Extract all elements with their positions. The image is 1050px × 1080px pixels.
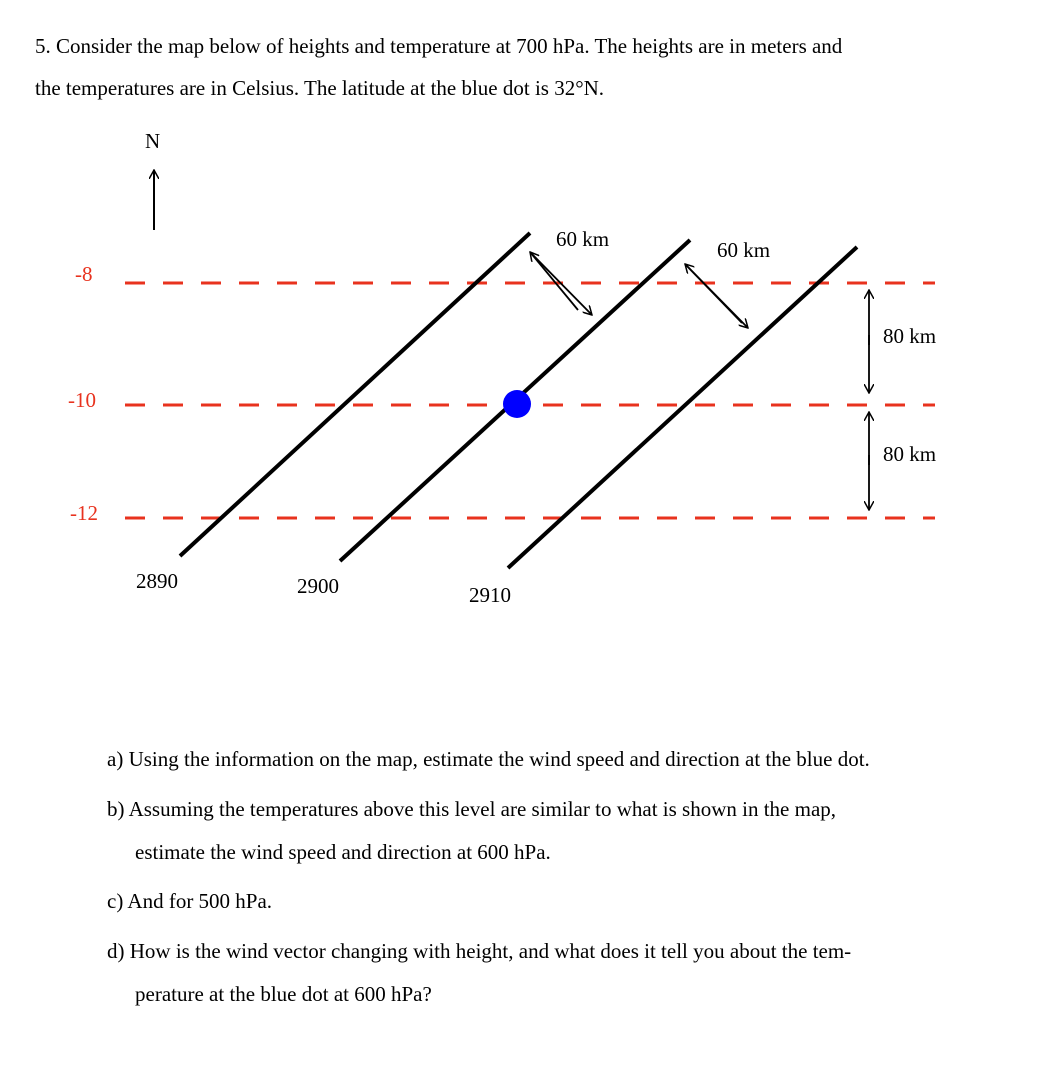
isotherm-spacing-label-1: 80 km: [883, 324, 937, 348]
part-a: a) Using the information on the map, estimate the wind speed and direction at the blue dot.: [107, 747, 870, 771]
isotherm-spacing-label-2: 80 km: [883, 442, 937, 466]
contour-spacing-arrow-1-tip-a: [530, 252, 578, 310]
height-contour-2910: [508, 247, 857, 568]
height-label-2910: 2910: [469, 583, 511, 607]
part-b-line-2: estimate the wind speed and direction at 600 hPa.: [135, 840, 551, 864]
isotherm-label-minus8: -8: [75, 262, 93, 286]
question-intro-line-1: 5. Consider the map below of heights and temperature at 700 hPa. The heights are in meters and: [35, 34, 843, 58]
question-intro-line-2: the temperatures are in Celsius. The latitude at the blue dot is 32°N.: [35, 76, 605, 100]
height-label-2890: 2890: [136, 569, 178, 593]
blue-dot: [503, 390, 531, 418]
contour-spacing-arrow-2-tip-b: [685, 264, 748, 328]
contour-spacing-label-2: 60 km: [717, 238, 771, 262]
part-d-line-1: d) How is the wind vector changing with height, and what does it tell you about the tem-: [107, 939, 852, 963]
isotherm-label-minus10: -10: [68, 388, 96, 412]
north-label: N: [145, 129, 161, 153]
part-c: c) And for 500 hPa.: [107, 889, 273, 913]
part-b-line-1: b) Assuming the temperatures above this level are similar to what is shown in the map,: [107, 797, 837, 821]
isotherm-label-minus12: -12: [70, 501, 98, 525]
part-d-line-2: perature at the blue dot at 600 hPa?: [135, 982, 432, 1006]
height-contour-2890: [180, 233, 530, 556]
height-label-2900: 2900: [297, 574, 339, 598]
contour-spacing-label-1: 60 km: [556, 227, 610, 251]
